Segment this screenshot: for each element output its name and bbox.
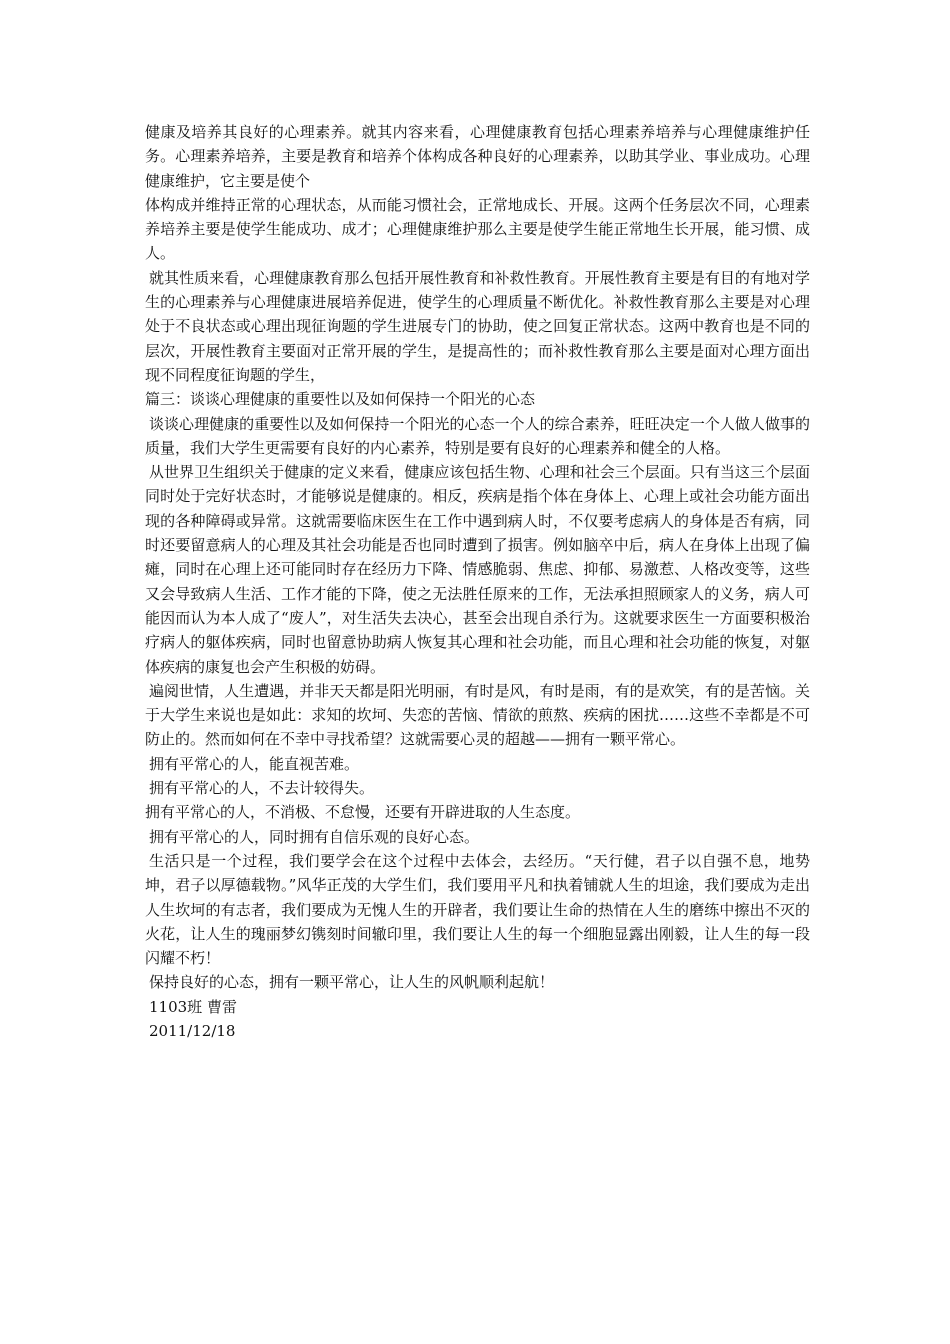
document-body [145,120,810,1043]
paragraph: 健康及培养其良好的心理素养。就其内容来看，心理健康教育包括心理素养培养与心理健康维护任务。心理素养培养，主要是教育和培养个体构成各种良好的心理素养，以助其学业、事业成功。心理健康维护，它主要是使个 [145,123,810,190]
paragraph: 拥有平常心的人，不消极、不怠慢，还要有开辟进取的人生态度。 [145,803,581,822]
paragraph: 保持良好的心态，拥有一颗平常心，让人生的风帆顺利起航！ [149,973,555,992]
paragraph: 遍阅世情，人生遭遇，并非天天都是阳光明丽，有时是风，有时是雨，有的是欢笑，有的是苦恼。关于大学生来说也是如此：求知的坎坷、失恋的苦恼、情欲的煎熬、疾病的困扰……这些不幸都是不可防止的。然而如何在不幸中寻找希望？这就需要心灵的超越——拥有一颗平常心。 [145,681,810,749]
paragraph: 谈谈心理健康的重要性以及如何保持一个阳光的心态一个人的综合素养，旺旺决定一个人做人做事的质量，我们大学生更需要有良好的内心素养，特别是要有良好的心理素养和健全的人格。 [145,414,810,457]
paragraph: 体构成并维持正常的心理状态，从而能习惯社会，正常地成长、开展。这两个任务层次不同，心理素养培养主要是使学生能成功、成才；心理健康维护那么主要是使学生能正常地生长开展，能习惯、成人。 [145,195,810,263]
paragraph: 拥有平常心的人，能直视苦难。 [149,754,360,773]
section-heading: 篇三：谈谈心理健康的重要性以及如何保持一个阳光的心态 [145,390,536,409]
paragraph: 拥有平常心的人，不去计较得失。 [149,779,375,798]
paragraph: 从世界卫生组织关于健康的定义来看，健康应该包括生物、心理和社会三个层面。只有当这三个层面同时处于完好状态时，才能够说是健康的。相反，疾病是指个体在身体上、心理上或社会功能方面出现的各种障碍或异常。这就需要临床医生在工作中遇到病人时，不仅要考虑病人的身体是否有病，同时还要留意病人的心理及其社会功能是否也同时遭到了损害。例如脑卒中后，病人在身体上出现了偏瘫，同时在心理上还可能同时存在经历力下降、情感脆弱、焦虑、抑郁、易激惹、人格改变等，这些又会导致病人生活、工作才能的下降，使之无法胜任原来的工作，无法承担照顾家人的义务，病人可能因而认为本人成了“废人”，对生活失去决心，甚至会出现自杀行为。这就要求医生一方面要积极治疗病人的躯体疾病，同时也留意协助病人恢复其心理和社会功能，而且心理和社会功能的恢复，对躯体疾病的康复也会产生积极的妨碍。 [145,463,810,676]
date-line: 2011/12/18 [149,1021,236,1040]
author-line: 1103班 曹雷 [149,997,237,1016]
paragraph: 就其性质来看，心理健康教育那么包括开展性教育和补救性教育。开展性教育主要是有目的有地对学生的心理素养与心理健康进展培养促进，使学生的心理质量不断优化。补救性教育那么主要是对心理处于不良状态或心理出现征询题的学生进展专门的协助，使之回复正常状态。这两中教育也是不同的层次，开展性教育主要面对正常开展的学生，是提高性的；而补救性教育那么主要是面对心理方面出现不同程度征询题的学生， [145,268,810,384]
paragraph: 生活只是一个过程，我们要学会在这个过程中去体会，去经历。“天行健，君子以自强不息，地势坤，君子以厚德载物。”风华正茂的大学生们，我们要用平凡和执着铺就人生的坦途，我们要成为走出人生坎坷的有志者，我们要成为无愧人生的开辟者，我们要让生命的热情在人生的磨练中擦出不灭的火花，让人生的瑰丽梦幻镌刻时间辙印里，我们要让人生的每一个细胞显露出刚毅，让人生的每一段闪耀不朽！ [145,851,810,968]
paragraph: 拥有平常心的人，同时拥有自信乐观的良好心态。 [149,827,480,846]
